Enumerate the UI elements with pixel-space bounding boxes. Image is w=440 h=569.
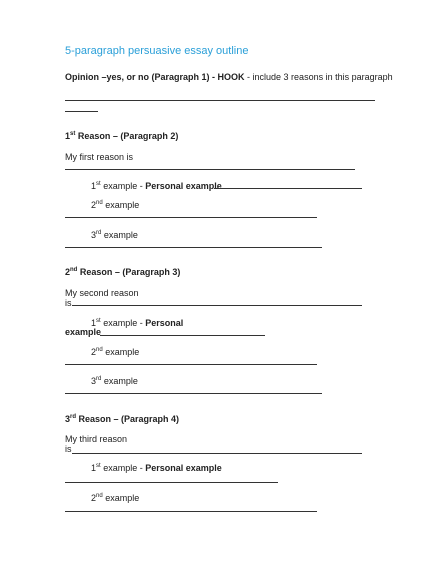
reason1-heading: 1st Reason – (Paragraph 2) — [65, 131, 179, 141]
reason3-example1: 1st example - Personal example — [91, 463, 222, 473]
reason2-prompt-cont: is — [65, 298, 72, 308]
page-title: 5-paragraph persuasive essay outline — [65, 45, 249, 57]
answer-line — [72, 305, 362, 306]
opinion-line — [65, 72, 393, 83]
answer-line — [65, 100, 375, 101]
answer-line — [65, 111, 98, 112]
reason2-heading: 2nd Reason – (Paragraph 3) — [65, 267, 181, 277]
answer-line — [65, 511, 317, 512]
reason2-example1-cont: example — [65, 327, 102, 337]
reason2-example3: 3rd example — [91, 376, 138, 386]
answer-line — [214, 188, 362, 189]
reason2-prompt: My second reason — [65, 288, 139, 298]
answer-line — [65, 393, 322, 394]
reason3-prompt-cont: is — [65, 444, 72, 454]
reason3-prompt: My third reason — [65, 434, 128, 444]
answer-line — [65, 364, 317, 365]
answer-line — [100, 335, 265, 336]
answer-line — [65, 217, 317, 218]
answer-line — [65, 482, 278, 483]
reason3-heading: 3rd Reason – (Paragraph 4) — [65, 414, 180, 424]
answer-line — [72, 453, 362, 454]
reason1-prompt: My first reason is — [65, 152, 134, 162]
opinion-label: Opinion –yes, or no (Paragraph 1) - HOOK — [65, 72, 245, 82]
answer-line — [65, 247, 322, 248]
opinion-note: - include 3 reasons in this paragraph — [244, 72, 393, 82]
reason1-example1: 1st example - Personal example — [91, 181, 222, 191]
reason1-example3: 3rd example — [91, 230, 138, 240]
answer-line — [65, 169, 355, 170]
reason1-example2: 2nd example — [91, 200, 140, 210]
reason3-example2: 2nd example — [91, 493, 140, 503]
reason2-example1: 1st example - Personal — [91, 318, 184, 328]
reason2-example2: 2nd example — [91, 347, 140, 357]
